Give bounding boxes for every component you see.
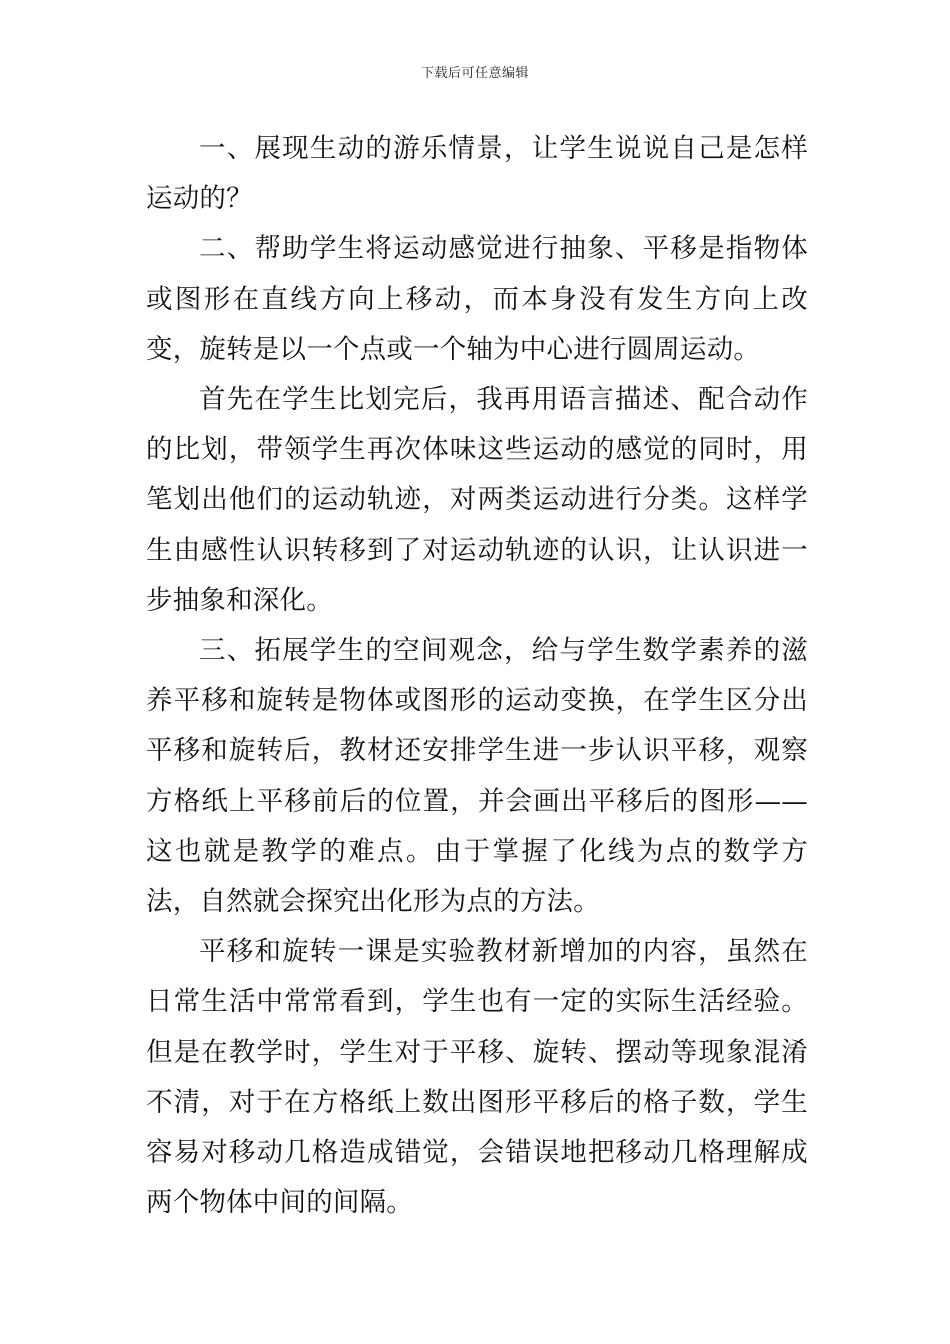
paragraph-4: 三、拓展学生的空间观念，给与学生数学素养的滋养平移和旋转是物体或图形的运动变换，在学生区分出平移和旋转后，教材还安排学生进一步认识平移，观察方格纸上平移前后的位置，并会画出平移后的图形——这也就是教学的难点。由于掌握了化线为点的数学方法，自然就会探究出化形为点的方法。 <box>146 635 808 918</box>
paragraph-5: 平移和旋转一课是实验教材新增加的内容，虽然在日常生活中常常看到，学生也有一定的实际生活经验。但是在教学时，学生对于平移、旋转、摆动等现象混淆不清，对于在方格纸上数出图形平移后的格子数，学生容易对移动几格造成错觉，会错误地把移动几格理解成两个物体中间的间隔。 <box>146 936 808 1219</box>
paragraph-2: 二、帮助学生将运动感觉进行抽象、平移是指物体或图形在直线方向上移动，而本身没有发生方向上改变，旋转是以一个点或一个轴为中心进行圆周运动。 <box>146 233 808 365</box>
paragraph-3: 首先在学生比划完后，我再用语言描述、配合动作的比划，带领学生再次体味这些运动的感觉的同时，用笔划出他们的运动轨迹，对两类运动进行分类。这样学生由感性认识转移到了对运动轨迹的认识，让认识进一步抽象和深化。 <box>146 384 808 616</box>
page-header: 下载后可任意编辑 <box>420 66 529 81</box>
document-body <box>146 124 808 1228</box>
paragraph-1: 一、展现生动的游乐情景，让学生说说自己是怎样运动的？ <box>146 133 808 215</box>
